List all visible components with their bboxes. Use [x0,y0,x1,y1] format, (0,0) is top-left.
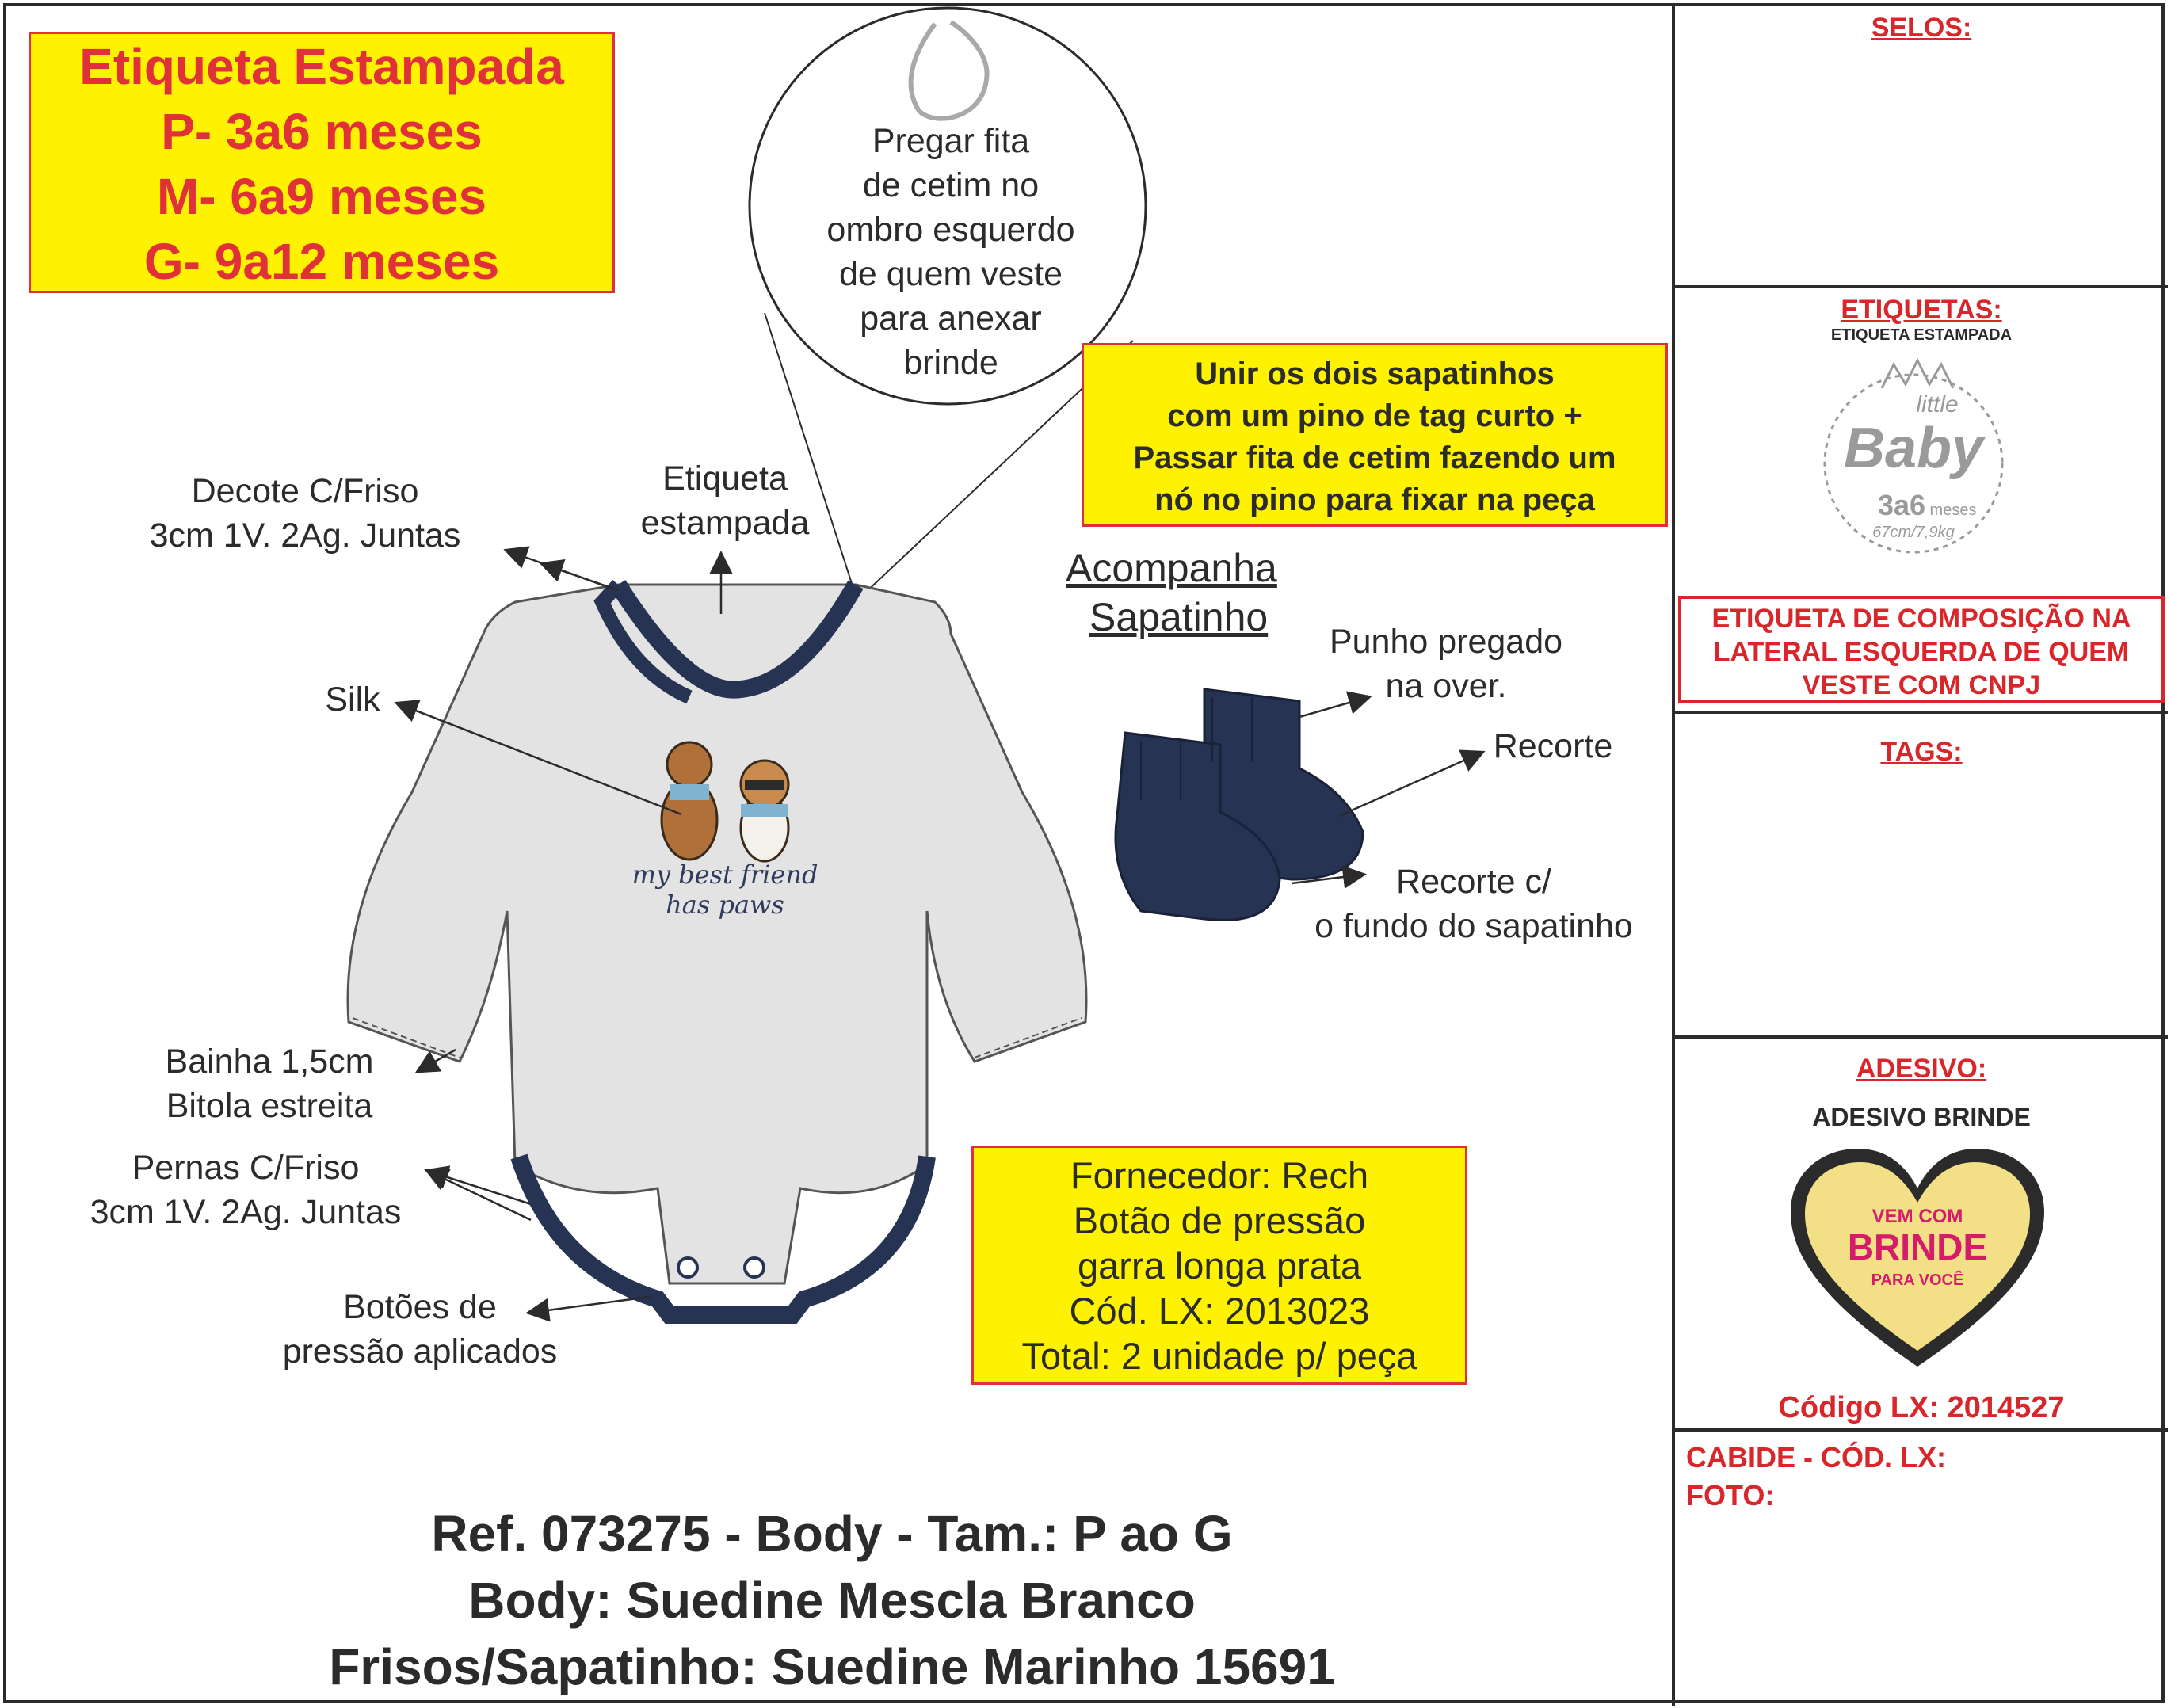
composition-line: VESTE COM CNPJ [1802,670,2041,700]
size-g: G- 9a12 meses [143,233,500,290]
heart-main-text: BRINDE [1847,1226,1988,1268]
product-footer [158,1500,1505,1700]
annotation-line: Bitola estreita [166,1087,373,1125]
annotation-line: o fundo do sapatinho [1314,907,1633,945]
footer-fabric: Body: Suedine Mescla Branco [468,1572,1196,1629]
hanger-photo-section [1686,1439,1946,1515]
heart-top-text: VEM COM [1871,1206,1963,1227]
callout-line-text: ombro esquerdo [826,211,1075,249]
supplier-line: Cód. LX: 2013023 [1069,1290,1370,1332]
size-p: P- 3a6 meses [161,103,483,160]
supplier-line: garra longa prata [1078,1245,1361,1287]
annotation-botoes [238,1285,602,1374]
annotation-line: 3cm 1V. 2Ag. Juntas [149,517,461,555]
sidebar-separator [1672,1428,2168,1432]
annotation-punho [1299,620,1593,708]
print-slogan-line: my best friend [631,860,818,890]
logo-little: little [1916,391,1959,417]
baby-label-logo [1807,356,2020,562]
annotation-bainha [119,1039,420,1128]
callout-line-text: para anexar [860,299,1042,337]
annotation-line: Punho pregado [1329,623,1563,661]
sidebar-separator [1672,1035,2168,1039]
supplier-line: Botão de pressão [1073,1199,1366,1241]
booties-instruction-box [1082,343,1668,527]
annotation-pernas [63,1146,428,1234]
footer-reference: Ref. 073275 - Body - Tam.: P ao G [431,1505,1233,1562]
instruction-line: Unir os dois sapatinhos [1195,356,1555,391]
annotation-recorte: Recorte [1493,727,1613,765]
etiquetas-title: ETIQUETAS: [1841,295,2002,325]
callout-line-text: brinde [903,344,998,382]
callout-text [784,119,1117,385]
callout-line-text: de quem veste [838,255,1063,293]
supplier-line: Total: 2 unidade p/ peça [1021,1335,1417,1377]
callout-line-text: Pregar fita [872,122,1030,160]
snap-button [745,1258,764,1277]
adesivo-code: Código LX: 2014527 [1778,1391,2065,1424]
logo-size: 3a6 [1877,489,1926,521]
print-slogan-line: has paws [666,890,784,920]
accompaniment-line: Acompanha [1066,546,1277,590]
sidebar-separator [1672,711,2168,714]
annotation-line: Etiqueta [662,459,788,498]
adesivo-subtitle: ADESIVO BRINDE [1812,1103,2031,1131]
size-m: M- 6a9 meses [156,168,487,225]
cabide-label: CABIDE - CÓD. LX: [1686,1441,1946,1474]
composition-line: LATERAL ESQUERDA DE QUEM [1713,637,2130,667]
annotation-etiqueta [602,456,848,545]
instruction-line: Passar fita de cetim fazendo um [1133,440,1616,475]
foto-label: FOTO: [1686,1479,1775,1512]
composition-line: ETIQUETA DE COMPOSIÇÃO NA [1711,604,2131,634]
supplier-box [971,1146,1467,1385]
annotation-decote [103,469,507,558]
sidebar-divider [1672,3,1675,1706]
annotation-line: Recorte c/ [1396,863,1551,901]
instruction-line: com um pino de tag curto + [1167,398,1582,433]
supplier-line: Fornecedor: Rech [1070,1154,1369,1196]
etiquetas-subtitle: ETIQUETA ESTAMPADA [1830,326,2013,344]
bear-icon [662,742,717,860]
annotation-line: Pernas C/Friso [132,1149,360,1187]
tags-title: TAGS: [1880,737,1963,767]
footer-trim: Frisos/Sapatinho: Suedine Marinho 15691 [329,1638,1335,1695]
annotation-line: na over. [1385,667,1507,705]
annotation-line: estampada [640,504,810,542]
annotation-line: Bainha 1,5cm [165,1043,374,1081]
callout-line-text: de cetim no [862,166,1040,204]
adesivo-title: ADESIVO: [1856,1054,1987,1084]
accompaniment-line: Sapatinho [1089,595,1269,639]
annotation-line: 3cm 1V. 2Ag. Juntas [90,1193,402,1231]
sidebar-separator [1672,285,2168,288]
annotation-line: Botões de [343,1288,497,1326]
annotation-line: Decote C/Friso [191,472,419,510]
annotation-recorte-fundo [1284,860,1664,948]
logo-size-unit: meses [1929,501,1977,519]
gift-sticker-heart [1783,1141,2052,1378]
snap-button [678,1258,697,1277]
raccoon-icon [741,761,788,861]
annotation-line: pressão aplicados [282,1332,558,1371]
logo-baby: Baby [1843,417,1984,480]
size-box-title: Etiqueta Estampada [79,38,564,95]
logo-measure: 67cm/7,9kg [1872,524,1955,541]
print-slogan [626,860,824,920]
instruction-line: nó no pino para fixar na peça [1154,482,1595,517]
annotation-silk: Silk [325,681,380,719]
selos-title: SELOS: [1871,13,1972,43]
heart-bottom-text: PARA VOCÊ [1871,1271,1964,1289]
composition-label-note [1678,596,2165,703]
